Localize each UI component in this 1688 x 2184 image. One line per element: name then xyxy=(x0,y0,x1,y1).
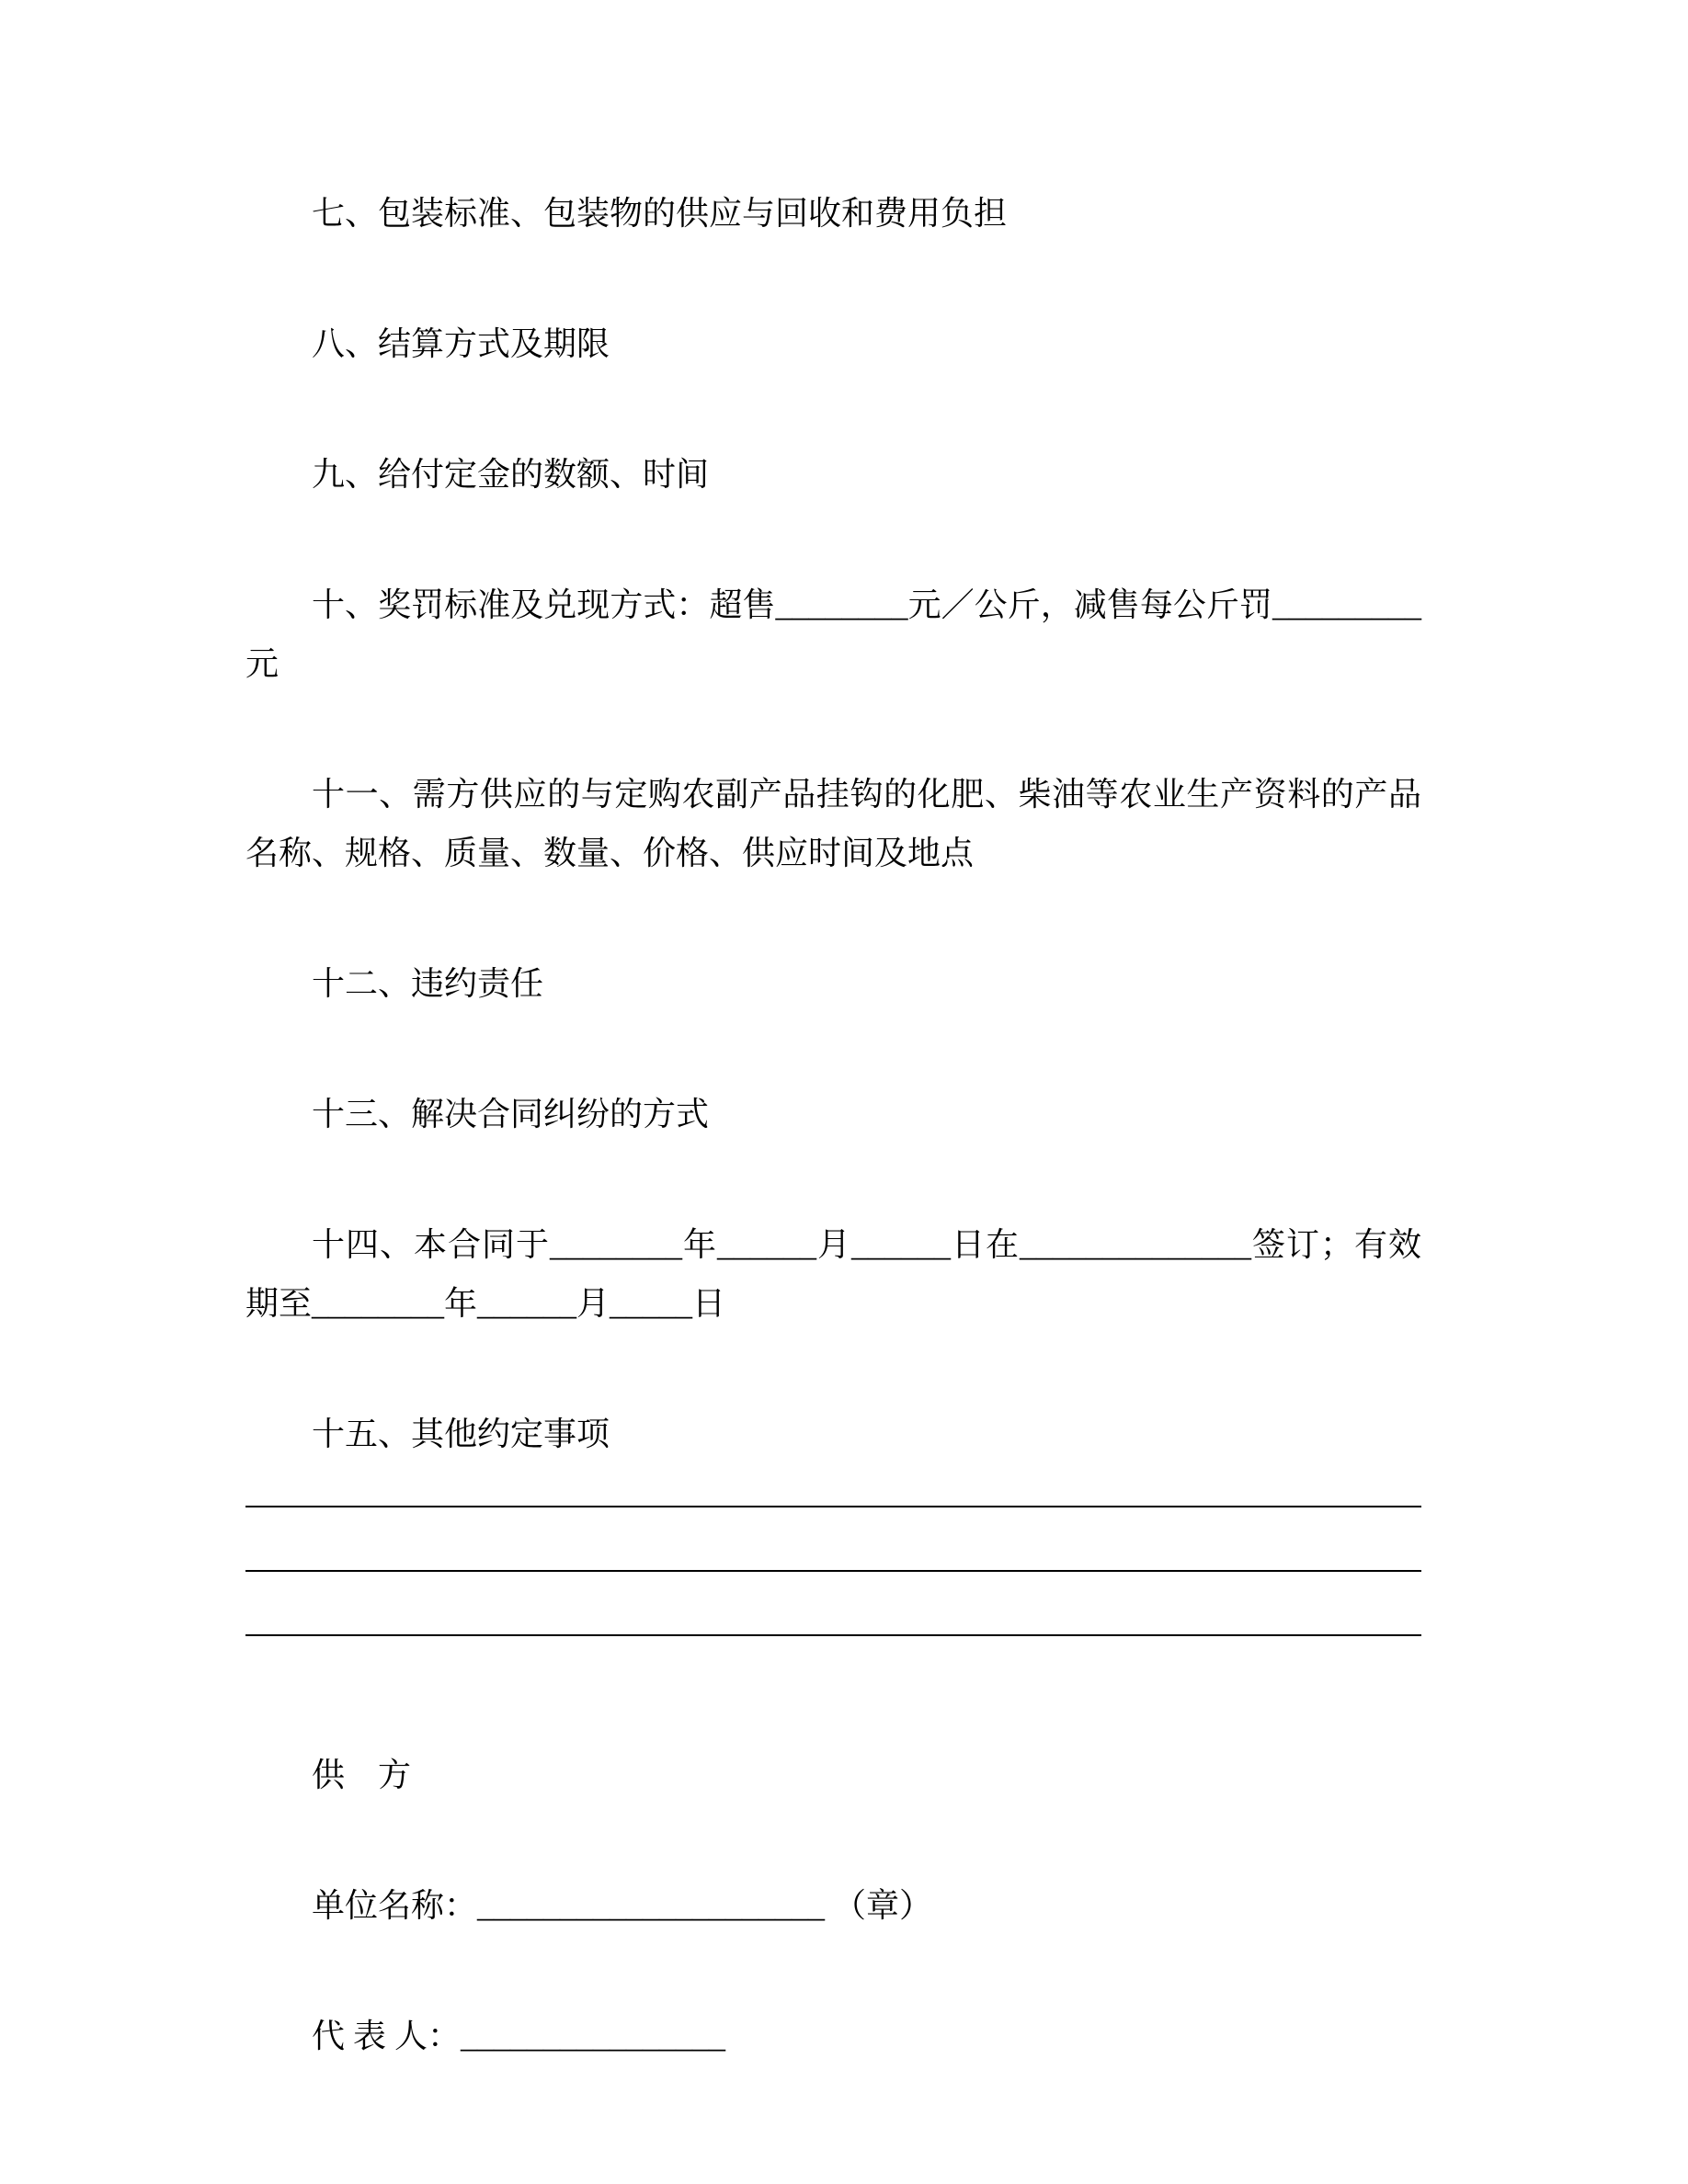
clause-14-signing-date-validity: 十四、本合同于________年______月______日在______________签订；有效期至________年______月_____日 xyxy=(245,1226,1421,1322)
supplier-unit-name-line: 单位名称：_____________________ （章） xyxy=(312,1887,933,1924)
supplier-section-label: 供 方 xyxy=(312,1757,412,1793)
clause-12-breach-liability: 十二、违约责任 xyxy=(312,965,544,1002)
clause-13-dispute-resolution: 十三、解决合同纠纷的方式 xyxy=(312,1096,710,1132)
blank-writing-line xyxy=(245,1507,1421,1572)
clause-11-linked-production-materials: 十一、需方供应的与定购农副产品挂钩的化肥、柴油等农业生产资料的产品名称、规格、质量、数量、价格、供应时间及地点 xyxy=(245,776,1421,871)
blank-writing-line xyxy=(245,1572,1421,1636)
clause-8-settlement-method: 八、结算方式及期限 xyxy=(312,325,610,362)
clause-9-deposit-amount: 九、给付定金的数额、时间 xyxy=(312,456,710,493)
clause-7-packaging-standards: 七、包装标准、包装物的供应与回收和费用负担 xyxy=(312,195,1008,232)
other-terms-writing-lines xyxy=(245,1443,1421,1636)
clause-10-reward-penalty: 十、奖罚标准及兑现方式：超售________元／公斤，减售每公斤罚_________元 xyxy=(245,586,1421,682)
supplier-representative-line: 代 表 人：________________ xyxy=(312,2018,726,2054)
clause-15-other-agreed-matters: 十五、其他约定事项 xyxy=(312,1416,610,1452)
